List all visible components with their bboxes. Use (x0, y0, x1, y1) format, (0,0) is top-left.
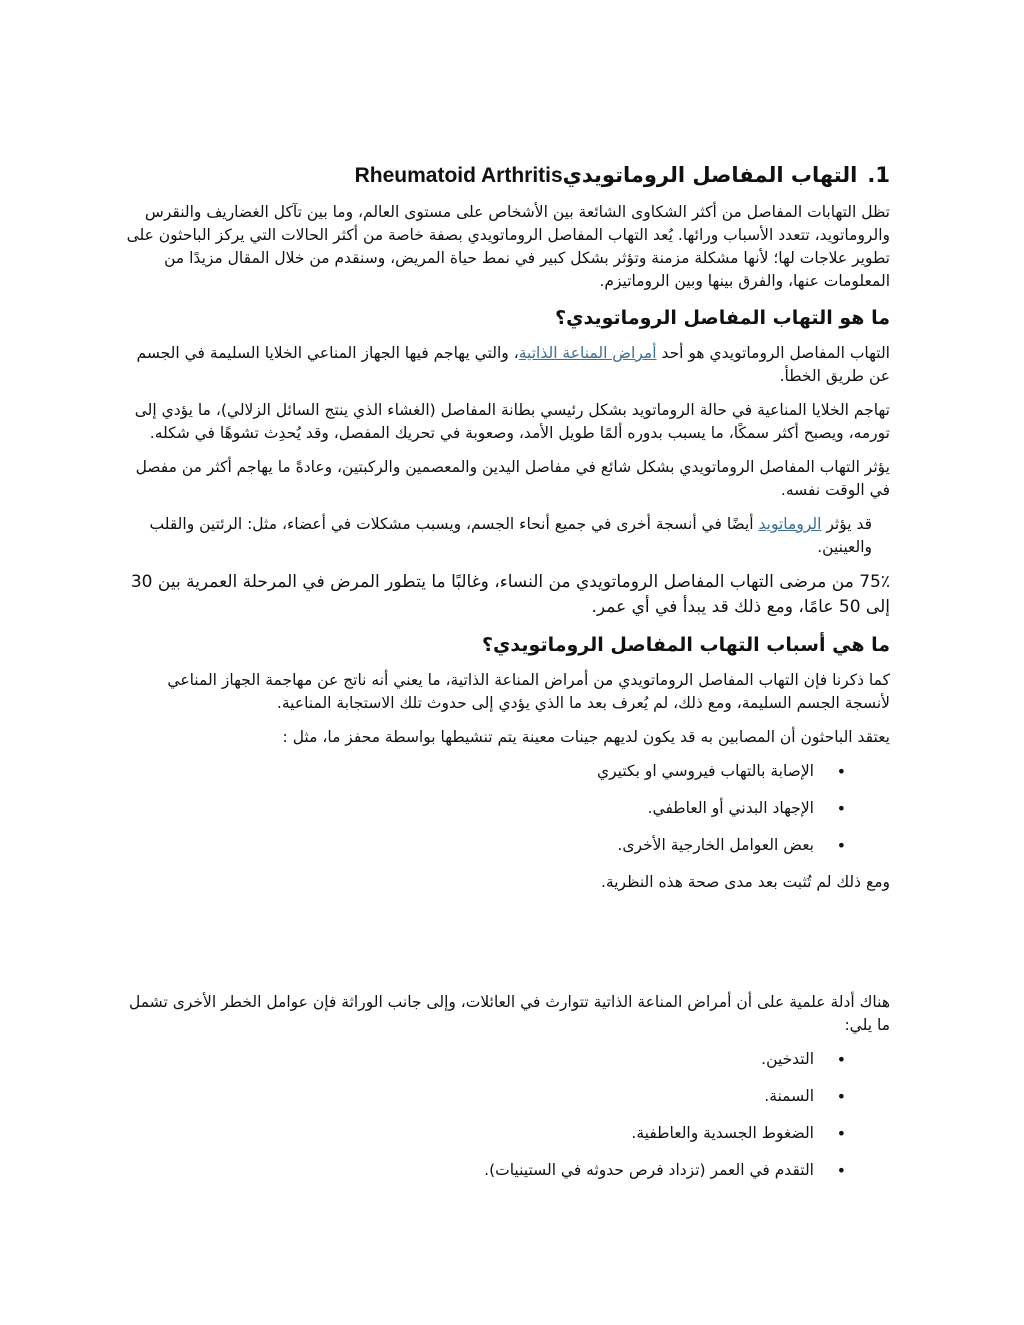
section-causes-heading: ما هي أسباب التهاب المفاصل الروماتويدي؟ (482, 634, 890, 656)
title-arabic: التهاب المفاصل الروماتويدي (562, 163, 858, 187)
rheumatoid-link[interactable]: الروماتويد (758, 515, 822, 533)
autoimmune-diseases-link[interactable]: أمراض المناعة الذاتية (518, 344, 657, 362)
definition-text-end: ، والتي يهاجم فيها الجهاز المناعي الخلايا السليمة في الجسم عن طريق الخطأ. (136, 344, 890, 385)
section-what-is-heading: ما هو التهاب المفاصل الروماتويدي؟ (555, 307, 890, 329)
other-tissues-text-end: أيضًا في أنسجة أخرى في جميع أنحاء الجسم، ويسبب مشكلات في أعضاء، مثل: الرئتين والقلب والعينين. (149, 515, 872, 556)
other-tissues-text-start: قد يؤثر (821, 515, 872, 533)
list-item: • التدخين. (120, 1048, 890, 1071)
title-english: Rheumatoid Arthritis (354, 164, 563, 187)
causes-paragraph: كما ذكرنا فإن التهاب المفاصل الروماتويدي من أمراض المناعة الذاتية، ما يعني أنه ناتج عن مهاجمة الجهاز المناعي لأنسجة الجسم السليمة، ومع ذلك، لم يُعرف بعد ما الذي يؤدي إلى حدوث تلك الاستجابة المناعية. (167, 671, 890, 712)
list-item: • الإجهاد البدني أو العاطفي. (120, 797, 890, 820)
spacer (120, 905, 890, 991)
heredity-paragraph: هناك أدلة علمية على أن أمراض المناعة الذاتية تتوارث في العائلات، وإلى جانب الوراثة فإن عوامل الخطر الأخرى تشمل ما يلي: (128, 993, 890, 1034)
list-item: • الإصابة بالتهاب فيروسي او بكتيري (120, 760, 890, 783)
list-item: • الضغوط الجسدية والعاطفية. (120, 1122, 890, 1145)
title-number: 1. (867, 163, 890, 187)
article (120, 160, 890, 1196)
triggers-list (120, 760, 890, 857)
definition-text-start: التهاب المفاصل الروماتويدي هو أحد (656, 344, 890, 362)
researchers-paragraph: يعتقد الباحثون أن المصابين به قد يكون لديهم جينات معينة يتم تنشيطها بواسطة محفز ما، مثل : (282, 728, 890, 746)
statistics-paragraph: 75٪ من مرضى التهاب المفاصل الروماتويدي من النساء، وغالبًا ما يتطور المرض في المرحلة العمرية بين 30 إلى 50 عامًا، ومع ذلك قد يبدأ في أي عمر. (130, 572, 890, 617)
theory-paragraph: ومع ذلك لم تُثبت بعد مدى صحة هذه النظرية. (601, 873, 890, 891)
other-tissues-paragraph (120, 513, 872, 559)
definition-paragraph (120, 342, 890, 388)
list-item: • السمنة. (120, 1085, 890, 1108)
affected-joints-paragraph: يؤثر التهاب المفاصل الروماتويدي بشكل شائع في مفاصل اليدين والمعصمين والركبتين، وعادةً ما يهاجم أكثر من مفصل في الوقت نفسه. (135, 458, 890, 499)
list-item: • بعض العوامل الخارجية الأخرى. (120, 834, 890, 857)
list-item: • التقدم في العمر (تزداد فرص حدوثه في الستينيات). (120, 1159, 890, 1182)
joint-lining-paragraph: تهاجم الخلايا المناعية في حالة الروماتويد بشكل رئيسي بطانة المفاصل (الغشاء الذي ينتج السائل الزلالي)، ما يؤدي إلى تورمه، ويصبح أكثر سمكًا، ما يسبب بدوره ألمًا طويل الأمد، وصعوبة في تحريك المفصل، وقد يُحدِث تشوهًا في شكله. (134, 401, 890, 442)
risk-factors-list (120, 1048, 890, 1182)
intro-paragraph: تظل التهابات المفاصل من أكثر الشكاوى الشائعة بين الأشخاص على مستوى العالم، وما بين تآكل الغضاريف والنقرس والروماتويد، تتعدد الأسباب ورائها. يُعد التهاب المفاصل الروماتويدي بصفة خاصة من أكثر الحالات التي يركز الباحثون على تطوير علاجات لها؛ لأنها مشكلة مزمنة وتؤثر بشكل كبير في نمط حياة المريض، وسنقدم من خلال المقال مزيدًا من المعلومات عنها، والفرق بينها وبين الروماتيزم. (126, 203, 890, 290)
article-title (120, 160, 890, 191)
